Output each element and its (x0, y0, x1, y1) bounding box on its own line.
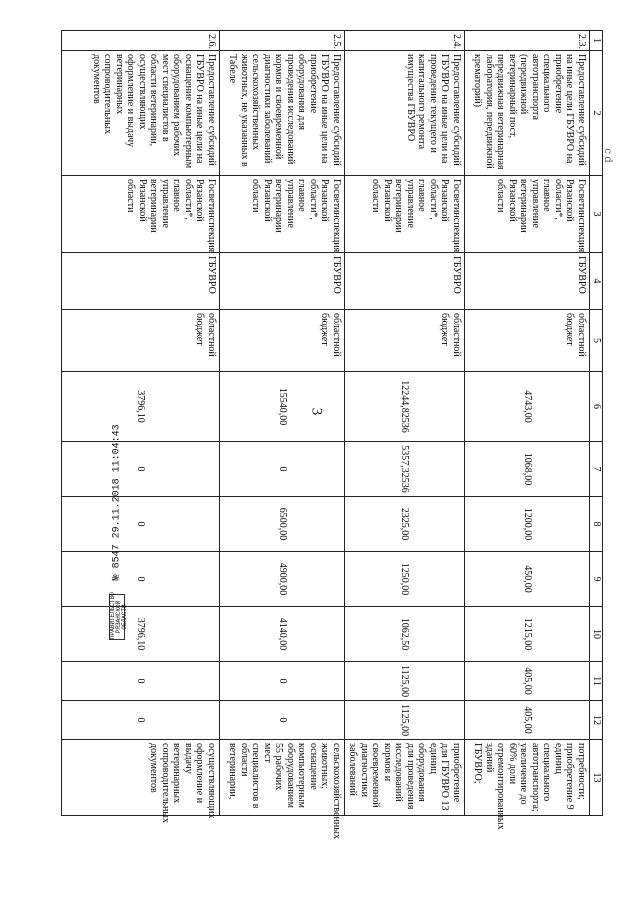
page-number: 3 (308, 407, 325, 416)
amount-col-11: 0 (220, 662, 345, 701)
amount-col-10: 1062,50 (345, 607, 465, 662)
amount-col-10: 4140,00 (220, 607, 345, 662)
column-number: 9 (590, 552, 603, 607)
amount-col-8: 6500,00 (220, 497, 345, 552)
table-row (465, 31, 590, 816)
column-number: 4 (590, 253, 603, 310)
expected-result: приобретение для ГБУВРО 13 единиц оборудования для проведения исследований кормов и своевременной диагностики заболеваний (345, 740, 465, 816)
column-number: 2 (590, 51, 603, 176)
participant: ГБУВРО (465, 253, 590, 310)
column-number: 8 (590, 497, 603, 552)
row-number: 2.5. (220, 31, 345, 51)
amount-col-11: 1125,00 (345, 662, 465, 701)
amount-col-11: 0 (62, 662, 220, 701)
table-row (220, 31, 345, 816)
expected-result: осуществляющих оформление и выдачу ветеринарных сопроводительных документов (62, 740, 220, 816)
funding-source: областной бюджет (220, 310, 345, 372)
document-number: № 8547 29.11.2018 11:04:43 (111, 424, 123, 581)
amount-col-7: 0 (62, 442, 220, 497)
total-amount: 12244,82536 (345, 372, 465, 442)
participant: ГБУВРО (220, 253, 345, 310)
total-amount: 15540,00 (220, 372, 345, 442)
row-number: 2.4. (345, 31, 465, 51)
margin-scribble: ⅽ ⅾ (601, 148, 613, 163)
column-number: 5 (590, 310, 603, 372)
funding-source: областной бюджет (345, 310, 465, 372)
executor: Госветинспекция Рязанской области*, главное управление ветеринарии Рязанской области (345, 176, 465, 253)
amount-col-12: 405,00 (465, 701, 590, 740)
expected-result: потребности; приобретение 9 единиц специального автотранспорта; увеличение до 60% доли отремонтированных зданий ГБУВРО; (465, 740, 590, 816)
funding-source: областной бюджет (465, 310, 590, 372)
column-number: 11 (590, 662, 603, 701)
executor: Госветинспекция Рязанской области*, главное управление ветеринарии Рязанской области (465, 176, 590, 253)
event-description: Предоставление субсидий ГБУВРО на иные цели на приобретение оборудования для проведения исследований кормов и своевременной диагностики заболеваний сельскохозяйственных животных, не указанных в Табеле (220, 51, 345, 176)
column-number-row (590, 31, 603, 816)
column-number: 3 (590, 176, 603, 253)
amount-col-9: 0 (62, 552, 220, 607)
participant: ГБУВРО (345, 253, 465, 310)
amount-col-10: 1215,00 (465, 607, 590, 662)
total-amount: 4743,00 (465, 372, 590, 442)
event-description: Предоставление субсидий на иные цели ГБУВРО на приобретение специального автотранспорта (передвижной ветеринарный пост, передвижная ветеринарная лаборатория, передвижной крематорий) (465, 51, 590, 176)
amount-col-9: 4900,00 (220, 552, 345, 607)
column-number: 10 (590, 607, 603, 662)
amount-col-9: 1250,00 (345, 552, 465, 607)
column-number: 1 (590, 31, 603, 51)
registration-footer (108, 380, 130, 640)
column-number: 7 (590, 442, 603, 497)
amount-col-7: 0 (220, 442, 345, 497)
column-number: 13 (590, 740, 603, 816)
funding-source: областной бюджет (62, 310, 220, 372)
amount-col-7: 1068,00 (465, 442, 590, 497)
registration-stamp: ПРАВИТЕЛЬСТВО РЯЗАНСКОЙ ОБЛАСТИ (108, 592, 128, 639)
amount-col-8: 0 (62, 497, 220, 552)
event-description: Предоставление субсидий ГБУВРО на иные цели на проведение текущего и капитального ремонта имущества ГБУВРО (345, 51, 465, 176)
event-description: Предоставление субсидий ГБУВРО на иные цели на оснащение компьютерным оборудованием рабочих мест специалистов в области ветеринарии, осуществляющих оформление и выдачу ветеринарных сопроводительных документов (62, 51, 220, 176)
amount-col-12: 0 (62, 701, 220, 740)
executor: Госветинспекция Рязанской области*, главное управление ветеринарии Рязанской области (62, 176, 220, 253)
amount-col-7: 5357,32536 (345, 442, 465, 497)
table-row (62, 31, 220, 816)
program-table (61, 30, 603, 839)
amount-col-12: 1125,00 (345, 701, 465, 740)
amount-col-9: 450,00 (465, 552, 590, 607)
amount-col-12: 0 (220, 701, 345, 740)
row-number: 2.6. (62, 31, 220, 51)
row-number: 2.3. (465, 31, 590, 51)
amount-col-8: 1200,00 (465, 497, 590, 552)
amount-col-10: 3796,10 (62, 607, 220, 662)
expected-result: сельскохозяйственных животных; оснащение компьютерным оборудованием 55 рабочих мест специалистов в области ветеринарии, (220, 740, 345, 816)
amount-col-8: 2325,00 (345, 497, 465, 552)
participant: ГБУВРО (62, 253, 220, 310)
executor: Госветинспекция Рязанской области*, главное управление ветеринарии Рязанской области (220, 176, 345, 253)
column-number: 12 (590, 701, 603, 740)
amount-col-11: 405,00 (465, 662, 590, 701)
column-number: 6 (590, 372, 603, 442)
rotated-table-container (61, 30, 603, 839)
table-row (345, 31, 465, 816)
total-amount: 3796,10 (62, 372, 220, 442)
